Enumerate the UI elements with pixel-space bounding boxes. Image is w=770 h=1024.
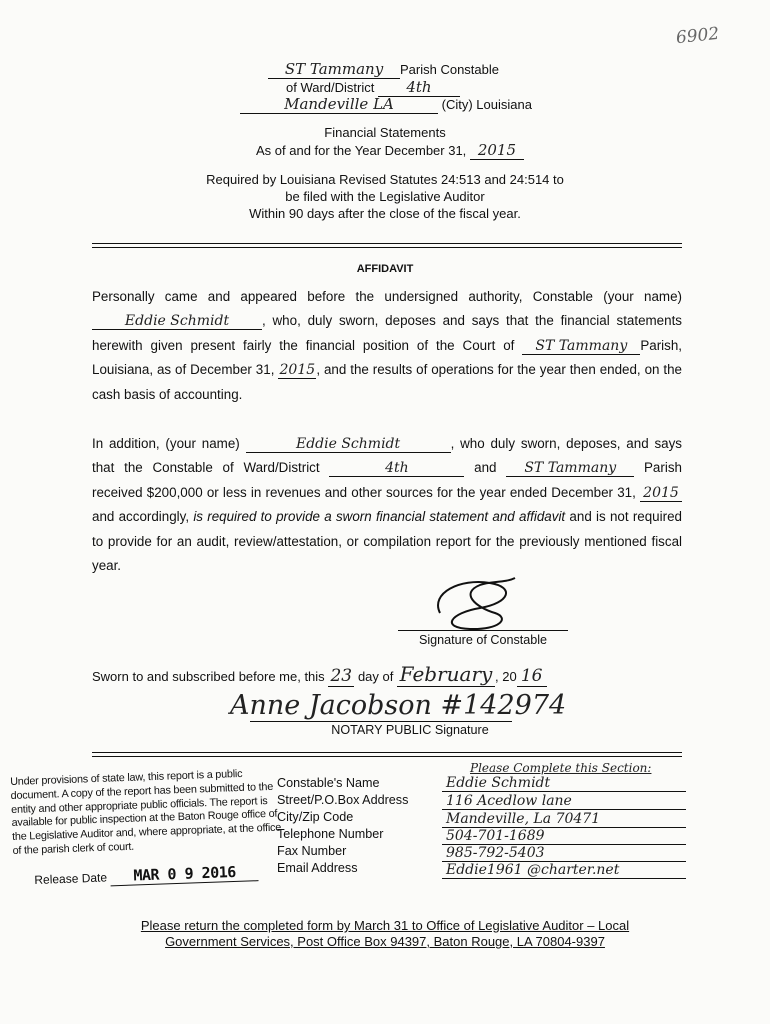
p1-text-c: Parish, Louisiana, as of December 31, [92, 337, 683, 378]
notary-signature: Anne Jacobson #142974 [230, 690, 567, 721]
p2-text-d: Parish received $200,000 or less in revenues and other sources for the year ended December 31, [92, 460, 682, 500]
value-telephone: 504-701-1689 [442, 828, 686, 845]
value-street-address: 116 Acedlow lane [442, 793, 686, 810]
constable-name-field [92, 313, 262, 330]
release-date-label: Release Date [34, 870, 108, 887]
p2-name-field [246, 436, 451, 453]
statute-line-1: Required by Louisiana Revised Statutes 24:513 and 24:514 to [206, 172, 564, 187]
ward-field: 4th [378, 78, 460, 97]
p2-ward-field [329, 460, 464, 477]
year-field: 2015 [470, 141, 524, 160]
parish-name-field: ST Tammany [268, 60, 400, 79]
p2-parish-value: ST Tammany [524, 460, 617, 477]
value-constable-name: Eddie Schmidt [442, 775, 686, 792]
p2-italic-text: is required to provide a sworn financial statement and affidavit [193, 509, 566, 525]
complete-section-note: Please Complete this Section: [470, 761, 652, 775]
statute-line-2: be filed with the Legislative Auditor [285, 189, 485, 204]
notary-signature-line [250, 721, 512, 722]
value-fax: 985-792-5403 [442, 845, 686, 862]
return-instructions-line-2: Government Services, Post Office Box 94397, Baton Rouge, LA 70804-9397 [165, 934, 605, 949]
p2-text-b: , who duly sworn, deposes, and says that the Constable of Ward/District [92, 436, 682, 476]
year-line [256, 141, 524, 160]
city-label: (City) Louisiana [441, 97, 532, 112]
return-instructions-line-1: Please return the completed form by March 31 to Office of Legislative Auditor – Local [140, 918, 630, 933]
p2-text-c: and [474, 460, 497, 476]
label-telephone: Telephone Number [277, 827, 384, 841]
release-date-stamp: MAR 0 9 2016 [110, 862, 259, 886]
court-parish-field [522, 338, 640, 355]
p2-name-value: Eddie Schmidt [295, 436, 401, 452]
p2-text-f: and is not required to provide for an audit, review/attestation, or compilation report for the previously mentioned fiscal year. [92, 509, 682, 574]
label-city-zip: City/Zip Code [277, 810, 354, 824]
sworn-prefix: Sworn to and subscribed before me, this [92, 669, 325, 684]
header-parish-line [268, 60, 528, 79]
public-document-disclaimer: Under provisions of state law, this report is a public document. A copy of the report has been submitted to the entity and other appropriate public officials. The report is available for public inspection at the Baton Rouge office of the Legislative Auditor and, where appropriate, at the office of the parish clerk of court. [10, 767, 282, 857]
label-street-address: Street/P.O.Box Address [277, 793, 409, 807]
p1-text-a: Personally came and appeared before the undersigned authority, Constable (your name) [92, 289, 682, 304]
financial-statements-title: Financial Statements [324, 125, 446, 140]
affidavit-title: AFFIDAVIT [356, 263, 414, 275]
value-city-zip: Mandeville, La 70471 [442, 811, 686, 828]
p1-year-field [278, 362, 316, 379]
label-fax: Fax Number [277, 844, 347, 858]
year-line-label: As of and for the Year December 31, [256, 143, 467, 158]
constable-signature-label: Signature of Constable [418, 633, 548, 647]
label-constable-name: Constable's Name [277, 776, 380, 790]
p1-text-d: , and the results of operations for the year then ended, on the cash basis of accounting. [92, 362, 682, 402]
divider-top-2 [92, 247, 682, 248]
value-email: Eddie1961 @charter.net [442, 862, 686, 879]
constable-name-value: Eddie Schmidt [124, 313, 230, 330]
p2-year-field [640, 485, 682, 502]
sworn-year-field: 16 [517, 666, 547, 687]
parish-constable-label: Parish Constable [400, 62, 499, 77]
p2-parish-field [506, 460, 634, 477]
p2-text-e: and accordingly, [92, 509, 190, 525]
label-email: Email Address [277, 861, 358, 875]
constable-signature-scribble [420, 573, 530, 633]
constable-signature-line [398, 630, 568, 631]
affidavit-paragraph-2 [92, 432, 682, 578]
divider-bottom-2 [92, 756, 682, 757]
p1-text-b: , who, duly sworn, deposes and says that the financial statements herewith given present fairly the financial position of the Court of [92, 313, 682, 353]
sworn-month-field: February [397, 662, 495, 687]
p2-year-value: 2015 [643, 484, 679, 501]
corner-number: 6902 [675, 23, 721, 49]
city-field: Mandeville LA [240, 95, 438, 114]
divider-bottom-1 [92, 752, 682, 753]
sworn-year-prefix: , 20 [494, 669, 517, 684]
p2-text-a: In addition, (your name) [92, 436, 240, 451]
notary-label: NOTARY PUBLIC Signature [331, 723, 489, 737]
header-city-line [240, 95, 532, 114]
statute-line-3: Within 90 days after the close of the fiscal year. [249, 206, 521, 221]
affidavit-paragraph-1 [92, 285, 682, 407]
p2-ward-value: 4th [385, 460, 409, 477]
sworn-day-of: day of [357, 669, 394, 684]
sworn-day-field: 23 [328, 666, 354, 687]
release-date-line [34, 862, 259, 889]
divider-top-1 [92, 243, 682, 244]
p1-year-value: 2015 [279, 362, 316, 379]
sworn-line [92, 662, 547, 687]
ward-label: of Ward/District [286, 80, 375, 95]
court-parish-value: ST Tammany [535, 337, 628, 354]
